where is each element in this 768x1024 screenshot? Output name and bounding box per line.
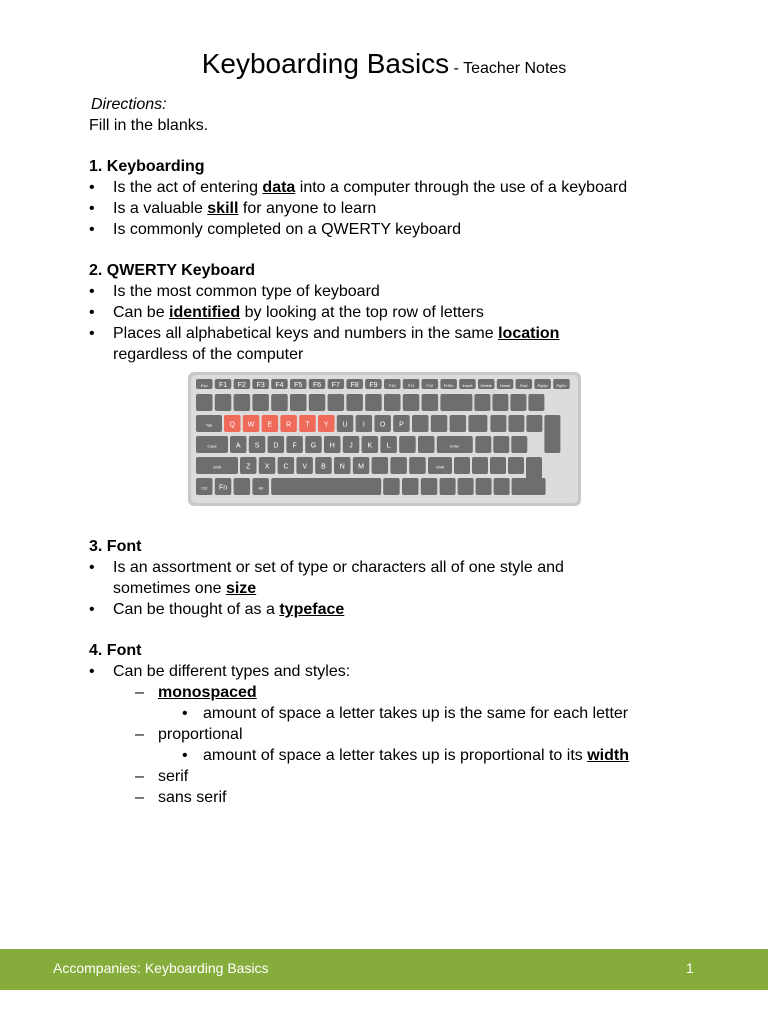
bullet-dot: • (89, 221, 95, 238)
key-label: Shift (212, 464, 222, 470)
arrow-numpad-key (508, 457, 524, 474)
key-label: Esc (200, 383, 208, 388)
keyboard-svg (188, 372, 581, 506)
section-heading-1: 1. Keyboarding (89, 158, 205, 175)
key-label: F11 (407, 383, 415, 388)
arrow-key (458, 478, 474, 495)
key-label: X (264, 463, 270, 471)
subitem-text: proportional (158, 726, 243, 743)
section-heading-3: 3. Font (89, 538, 142, 555)
arrow-key (440, 478, 456, 495)
bullet-text: Can be identified by looking at the top row of letters (113, 304, 484, 321)
bullet-dot: • (89, 663, 95, 680)
page-number: 1 (686, 960, 694, 976)
bullet-text: Is the act of entering data into a computer through the use of a keyboard (113, 179, 628, 196)
number-key (215, 394, 232, 411)
numpad-key (475, 436, 491, 453)
key-label: F (292, 442, 297, 450)
section-heading-4: 4. Font (89, 642, 142, 659)
numpad-key (530, 478, 546, 495)
subitem-text: sans serif (158, 789, 227, 806)
key-label: Enter (450, 443, 460, 449)
footer-caption: Accompanies: Keyboarding Basics (53, 960, 269, 976)
arrow-key (476, 478, 492, 495)
answer-blank: skill (207, 200, 239, 217)
subitem-text: serif (158, 768, 189, 785)
bullet-text: Is an assortment or set of type or characters all of one style and (113, 559, 564, 576)
number-key (403, 394, 420, 411)
bullet-dot: • (89, 304, 95, 321)
number-key (252, 394, 269, 411)
key-label: M (358, 463, 364, 471)
bullet-text: Can be thought of as a typeface (113, 601, 345, 618)
answer-blank: width (587, 747, 629, 764)
number-key (309, 394, 326, 411)
symbol-key (409, 457, 426, 474)
directions-label: Directions: (91, 96, 167, 113)
key-label: End (520, 383, 528, 388)
footer-bar (0, 949, 768, 990)
key-label: PrtSc (443, 383, 454, 388)
key-label: J (349, 442, 353, 450)
answer-blank: monospaced (158, 684, 257, 701)
number-key (328, 394, 345, 411)
numpad-key (526, 415, 542, 432)
spacebar-key (271, 478, 381, 495)
key-label: U (342, 421, 348, 429)
bullet-dot: • (89, 325, 95, 342)
key-label: K (367, 442, 373, 450)
bullet-text: Is a valuable skill for anyone to learn (113, 200, 377, 217)
key-label: Home (499, 383, 511, 388)
keyboard-illustration (188, 372, 581, 506)
subitem-text (158, 683, 257, 703)
answer-blank: typeface (279, 601, 345, 618)
dash-marker: – (135, 726, 144, 743)
symbol-key (390, 457, 407, 474)
bullet-text: Can be different types and styles: (113, 663, 351, 680)
key-label: I (362, 421, 365, 429)
arrow-numpad-key (454, 457, 470, 474)
numpad-key (510, 394, 526, 411)
arrow-numpad-key (472, 457, 488, 474)
numpad-key (492, 394, 508, 411)
number-key (422, 394, 439, 411)
key-label: F12 (426, 383, 434, 388)
key-label: F7 (331, 382, 340, 389)
numpad-key (493, 436, 509, 453)
key-label: Q (229, 421, 235, 429)
key-label: F3 (256, 382, 265, 389)
numpad-key (474, 394, 490, 411)
numpad-key (494, 478, 510, 495)
symbol-key (372, 457, 389, 474)
bullet-dot: • (89, 179, 95, 196)
modifier-key (383, 478, 400, 495)
key-label: P (399, 421, 404, 429)
key-label: Fn (218, 484, 228, 492)
number-key (384, 394, 401, 411)
bullet-dot: • (89, 283, 95, 300)
answer-blank: identified (169, 304, 241, 321)
bullet-dot: • (89, 200, 95, 217)
key-label: S (254, 442, 260, 450)
key-label: R (286, 421, 292, 429)
numpad-plus-key (544, 415, 560, 453)
key-label: F8 (350, 382, 359, 389)
number-key (290, 394, 307, 411)
bullet-dot: • (89, 559, 95, 576)
subitem-detail: amount of space a letter takes up is the same for each letter (203, 705, 629, 722)
key-label: Caps (207, 443, 217, 449)
key-label: Y (323, 421, 329, 429)
dash-marker: – (135, 684, 144, 701)
number-key (271, 394, 288, 411)
symbol-key (450, 415, 467, 432)
bullet-continuation: regardless of the computer (113, 346, 304, 363)
key-label: F4 (275, 382, 284, 389)
numpad-key (490, 415, 506, 432)
directions-text: Fill in the blanks. (89, 117, 209, 134)
key-label: Tab (205, 422, 213, 428)
key-label: D (273, 442, 279, 450)
key-label: F2 (237, 382, 246, 389)
bullet-text: Is commonly completed on a QWERTY keyboard (113, 221, 461, 238)
key-label: A (235, 442, 241, 450)
bullet-text: Places all alphabetical keys and numbers in the same location (113, 325, 560, 342)
bullet-continuation: sometimes one size (113, 580, 257, 597)
key-label: B (321, 463, 326, 471)
answer-blank: size (225, 580, 257, 597)
key-label: F5 (294, 382, 303, 389)
symbol-key (431, 415, 448, 432)
symbol-key (412, 415, 429, 432)
key-label: G (310, 442, 317, 450)
key-label: PgUp (537, 383, 548, 388)
page-title (0, 48, 768, 80)
key-label: Z (246, 463, 251, 471)
modifier-key (234, 478, 251, 495)
key-label: O (379, 421, 386, 429)
key-label: Ctrl (201, 485, 208, 491)
key-label: Insert (462, 383, 473, 388)
modifier-key (402, 478, 419, 495)
key-label: V (302, 463, 307, 471)
key-label: W (247, 421, 255, 429)
key-label: F9 (369, 382, 378, 389)
number-key (346, 394, 363, 411)
section-heading-2: 2. QWERTY Keyboard (89, 262, 255, 279)
key-label: F10 (388, 383, 396, 388)
backspace-key (440, 394, 472, 411)
subitem-detail: amount of space a letter takes up is proportional to its width (203, 747, 629, 764)
key-label: E (267, 421, 273, 429)
answer-blank: location (498, 325, 560, 342)
number-key (234, 394, 251, 411)
title-subtitle: - Teacher Notes (449, 60, 567, 77)
arrow-numpad-key (490, 457, 506, 474)
key-label: F1 (218, 382, 228, 389)
key-label: C (283, 463, 289, 471)
key-label: Shift (435, 464, 445, 470)
title-main: Keyboarding Basics (201, 48, 450, 79)
numpad-key (528, 394, 544, 411)
key-label: Alt (258, 485, 263, 491)
key-label: N (339, 463, 345, 471)
numpad-key (512, 478, 528, 495)
answer-blank: data (262, 179, 296, 196)
key-label: PgDn (556, 383, 567, 388)
key-label: F6 (312, 382, 322, 389)
dash-marker: – (135, 768, 144, 785)
bullet-text: Is the most common type of keyboard (113, 283, 380, 300)
number-key (196, 394, 213, 411)
key-label: T (305, 421, 310, 429)
dash-marker: – (135, 789, 144, 806)
modifier-key (421, 478, 438, 495)
numpad-key (511, 436, 527, 453)
numpad-key (508, 415, 524, 432)
key (468, 415, 487, 432)
key-label: L (386, 442, 391, 450)
key-label: H (329, 442, 335, 450)
number-key (365, 394, 382, 411)
bullet-dot: • (89, 601, 95, 618)
bullet-dot: • (182, 705, 188, 722)
symbol-key (418, 436, 435, 453)
symbol-key (399, 436, 416, 453)
bullet-dot: • (182, 747, 188, 764)
key-label: Delete (480, 383, 493, 388)
